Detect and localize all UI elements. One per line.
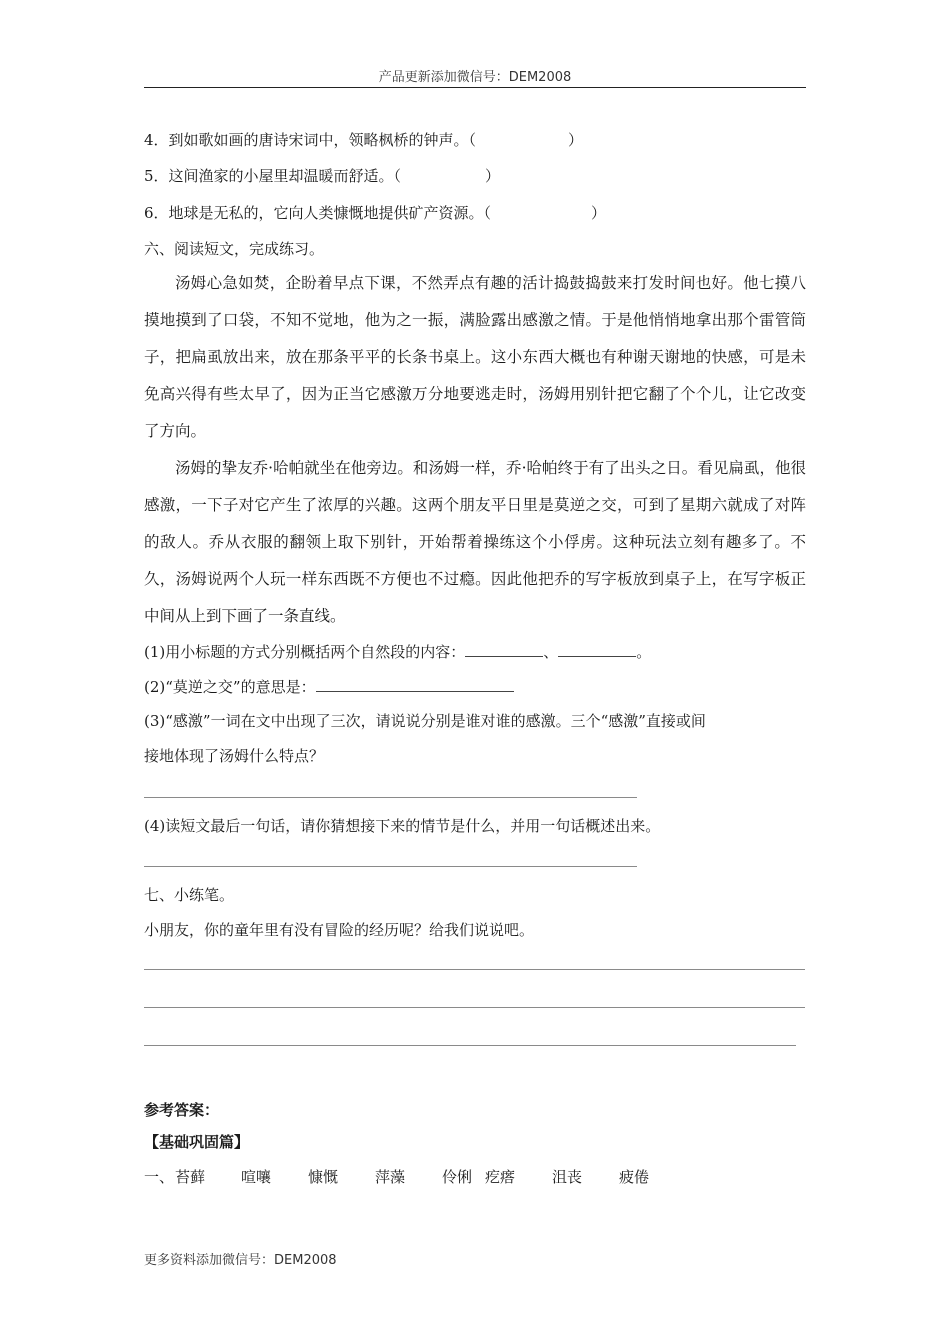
answer-word: 萍藻 bbox=[375, 1168, 406, 1186]
answer-word: 喧嚷 bbox=[241, 1168, 272, 1186]
paren-close: ） bbox=[591, 204, 607, 222]
blank-subtitle-2[interactable] bbox=[558, 642, 636, 657]
question-5-text: 5．这间渔家的小屋里却温暖而舒适。（ bbox=[144, 167, 402, 185]
question-4-text: 4．到如歌如画的唐诗宋词中，领略枫桥的钟声。（ bbox=[144, 131, 477, 149]
reading-question-4: (4)读短文最后一句话，请你猜想接下来的情节是什么，并用一句话概述出来。 bbox=[144, 817, 661, 835]
section-7-prompt: 小朋友，你的童年里有没有冒险的经历呢？给我们说说吧。 bbox=[144, 921, 535, 939]
page-footer: 更多资料添加微信号：DEM2008 bbox=[144, 1253, 337, 1268]
answer-word: 疲倦 bbox=[619, 1168, 650, 1186]
answer-word: 伶俐 bbox=[442, 1168, 473, 1186]
section-7-title: 七、小练笔。 bbox=[144, 886, 235, 904]
reading-question-2 bbox=[144, 677, 514, 697]
answers-line-1-prefix: 一、 bbox=[144, 1168, 175, 1186]
rq1-sep: 、 bbox=[543, 643, 559, 661]
rq1-text: (1)用小标题的方式分别概括两个自然段的内容： bbox=[144, 643, 466, 661]
reading-question-1 bbox=[144, 642, 651, 662]
question-4 bbox=[144, 130, 583, 150]
question-5 bbox=[144, 166, 500, 186]
question-6 bbox=[144, 203, 606, 223]
answer-word: 慷慨 bbox=[308, 1168, 339, 1186]
answers-subtitle: 【基础巩固篇】 bbox=[144, 1133, 250, 1151]
header-rule bbox=[144, 87, 806, 88]
rq2-text: (2)“莫逆之交”的意思是： bbox=[144, 678, 316, 696]
question-6-text: 6．地球是无私的，它向人类慷慨地提供矿产资源。（ bbox=[144, 204, 492, 222]
blank-subtitle-1[interactable] bbox=[465, 642, 543, 657]
reading-paragraph-2: 汤姆的挚友乔·哈帕就坐在他旁边。和汤姆一样，乔·哈帕终于有了出头之日。看见扁虱，他很感激，一下子对它产生了浓厚的兴趣。这两个朋友平日里是莫逆之交，可到了星期六就成了对阵的敌人。乔从衣服的翻领上取下别针，开始帮着操练这个小俘虏。这种玩法立刻有趣多了。不久，汤姆说两个人玩一样东西既不方便也不过瘾。因此他把乔的写字板放到桌子上，在写字板正中间从上到下画了一条直线。 bbox=[144, 459, 806, 625]
writing-line-1[interactable] bbox=[144, 969, 805, 970]
blank-meaning[interactable] bbox=[316, 677, 514, 692]
paren-close: ） bbox=[485, 167, 501, 185]
answer-line-q3[interactable] bbox=[144, 797, 637, 798]
answers-title: 参考答案： bbox=[144, 1101, 220, 1119]
reading-question-3-line-1: (3)“感激”一词在文中出现了三次，请说说分别是谁对谁的感激。三个“感激”直接或间 bbox=[144, 712, 706, 730]
reading-paragraph-1: 汤姆心急如焚，企盼着早点下课，不然弄点有趣的活计捣鼓捣鼓来打发时间也好。他七摸八摸地摸到了口袋，不知不觉地，他为之一振，满脸露出感激之情。于是他悄悄地拿出那个雷管筒子，把扁虱放出来，放在那条平平的长条书桌上。这小东西大概也有种谢天谢地的快感，可是未免高兴得有些太早了，因为正当它感激万分地要逃走时，汤姆用别针把它翻了个个儿，让它改变了方向。 bbox=[144, 274, 806, 440]
writing-line-2[interactable] bbox=[144, 1007, 805, 1008]
section-6-title: 六、阅读短文，完成练习。 bbox=[144, 240, 325, 258]
reading-question-3-line-2: 接地体现了汤姆什么特点？ bbox=[144, 747, 325, 765]
rq1-end: 。 bbox=[636, 643, 652, 661]
answer-word: 苔藓 bbox=[175, 1168, 206, 1186]
answer-word: 疙瘩 bbox=[485, 1168, 516, 1186]
paren-close: ） bbox=[568, 131, 584, 149]
page-header: 产品更新添加微信号：DEM2008 bbox=[378, 70, 572, 85]
answer-line-q4[interactable] bbox=[144, 866, 637, 867]
answer-word: 沮丧 bbox=[552, 1168, 583, 1186]
writing-line-3[interactable] bbox=[144, 1045, 796, 1046]
